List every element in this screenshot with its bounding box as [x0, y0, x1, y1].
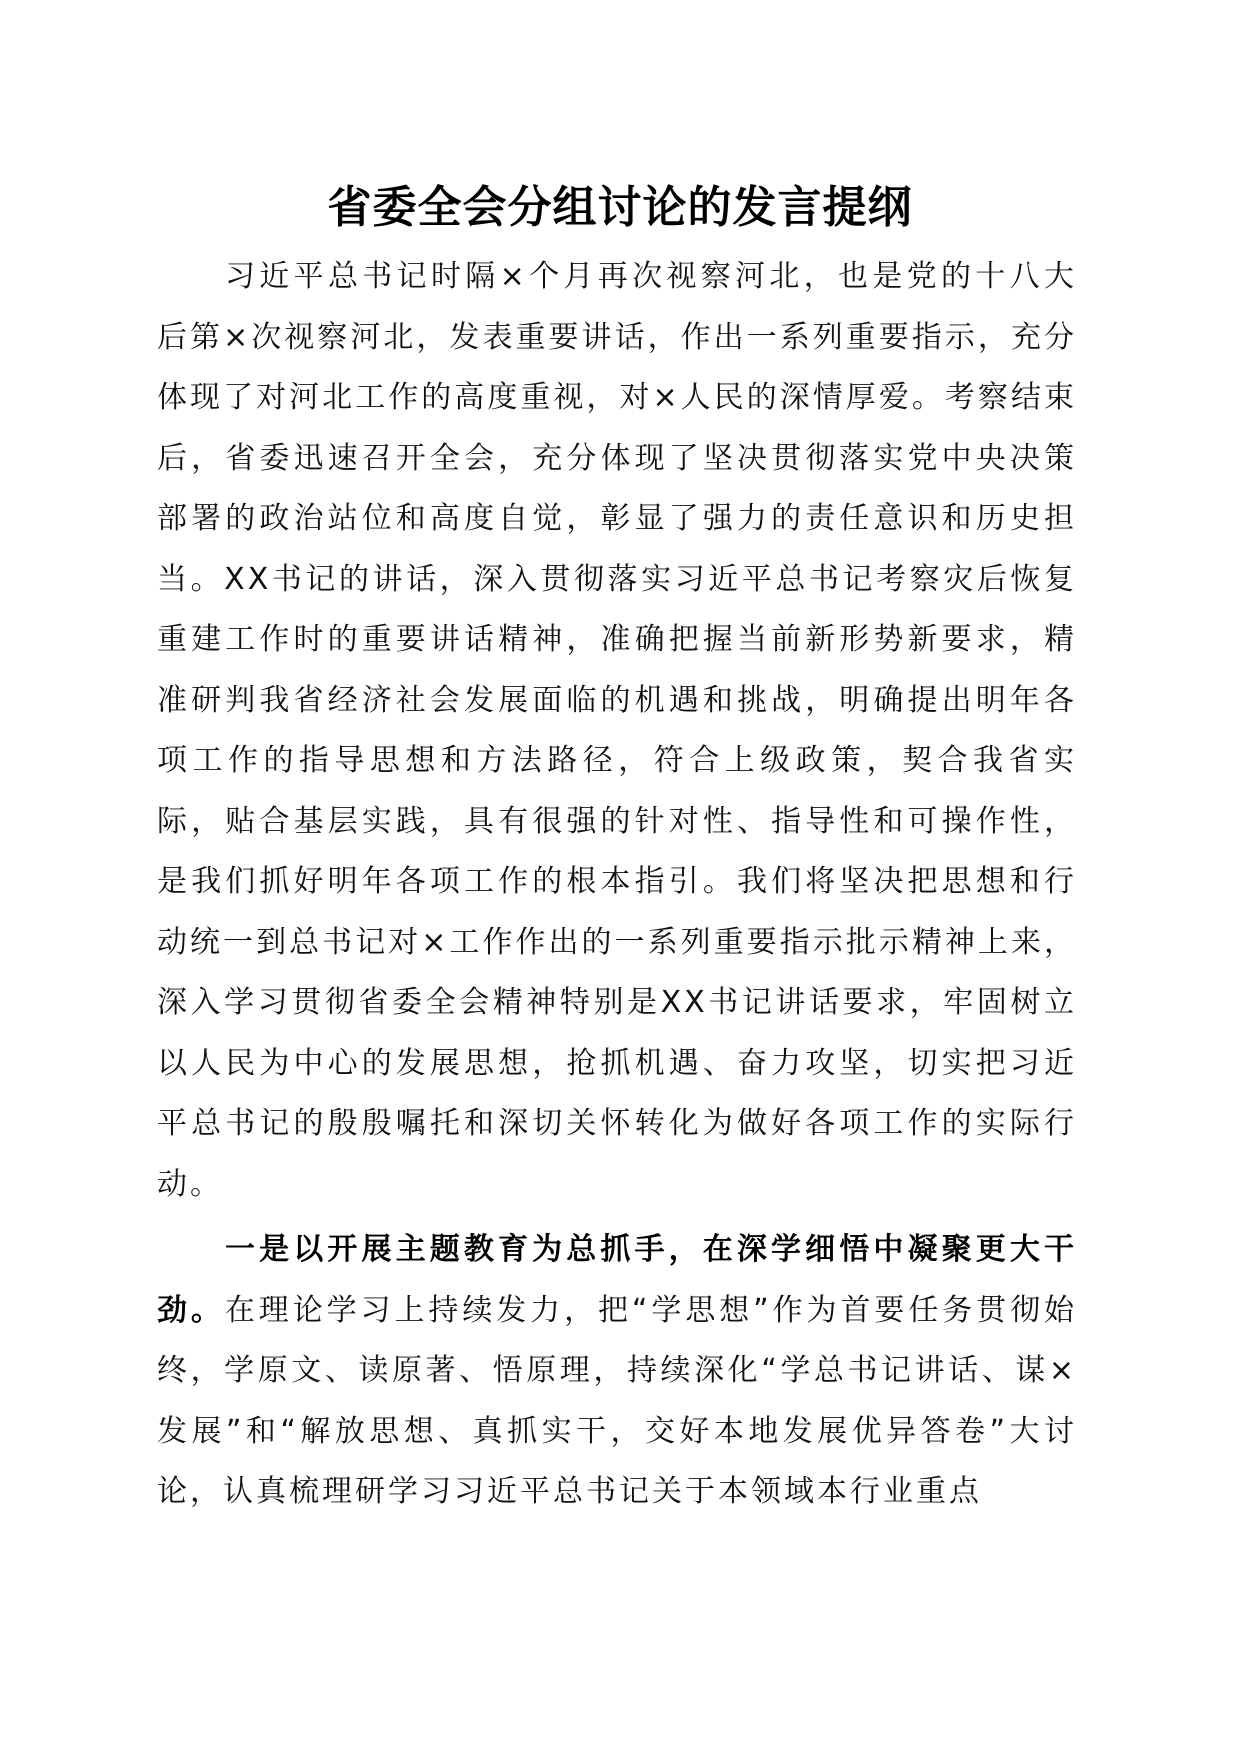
- paragraph-point-one-heading: 一是以开展主题教育为总抓手，在深学细悟中凝聚更大干劲。: [157, 1232, 1077, 1328]
- paragraph-point-one: [157, 1220, 1077, 1523]
- paragraph-point-one-text: 在理论学习上持续发力，把“学思想”作为首要任务贯彻始终，学原文、读原著、悟原理，持续深化“学总书记讲话、谋×发展”和“解放思想、真抓实干，交好本地发展优异答卷”大讨论，认真梳理研学习习近平总书记关于本领域本行业重点: [157, 1292, 1078, 1509]
- document-body: [157, 247, 1077, 1523]
- document-title: 省委全会分组讨论的发言提纲: [327, 182, 913, 233]
- paragraph-intro: 习近平总书记时隔×个月再次视察河北，也是党的十八大后第×次视察河北，发表重要讲话，作出一系列重要指示，充分体现了对河北工作的高度重视，对×人民的深情厚爱。考察结束后，省委迅速召开全会，充分体现了坚决贯彻落实党中央决策部署的政治站位和高度自觉，彰显了强力的责任意识和历史担当。XX书记的讲话，深入贯彻落实习近平总书记考察灾后恢复重建工作时的重要讲话精神，准确把握当前新形势新要求，精准研判我省经济社会发展面临的机遇和挑战，明确提出明年各项工作的指导思想和方法路径，符合上级政策，契合我省实际，贴合基层实践，具有很强的针对性、指导性和可操作性，是我们抓好明年各项工作的根本指引。我们将坚决把思想和行动统一到总书记对×工作作出的一系列重要指示批示精神上来，深入学习贯彻省委全会精神特别是XX书记讲话要求，牢固树立以人民为中心的发展思想，抢抓机遇、奋力攻坚，切实把习近平总书记的殷殷嘱托和深切关怀转化为做好各项工作的实际行动。: [157, 259, 1077, 1202]
